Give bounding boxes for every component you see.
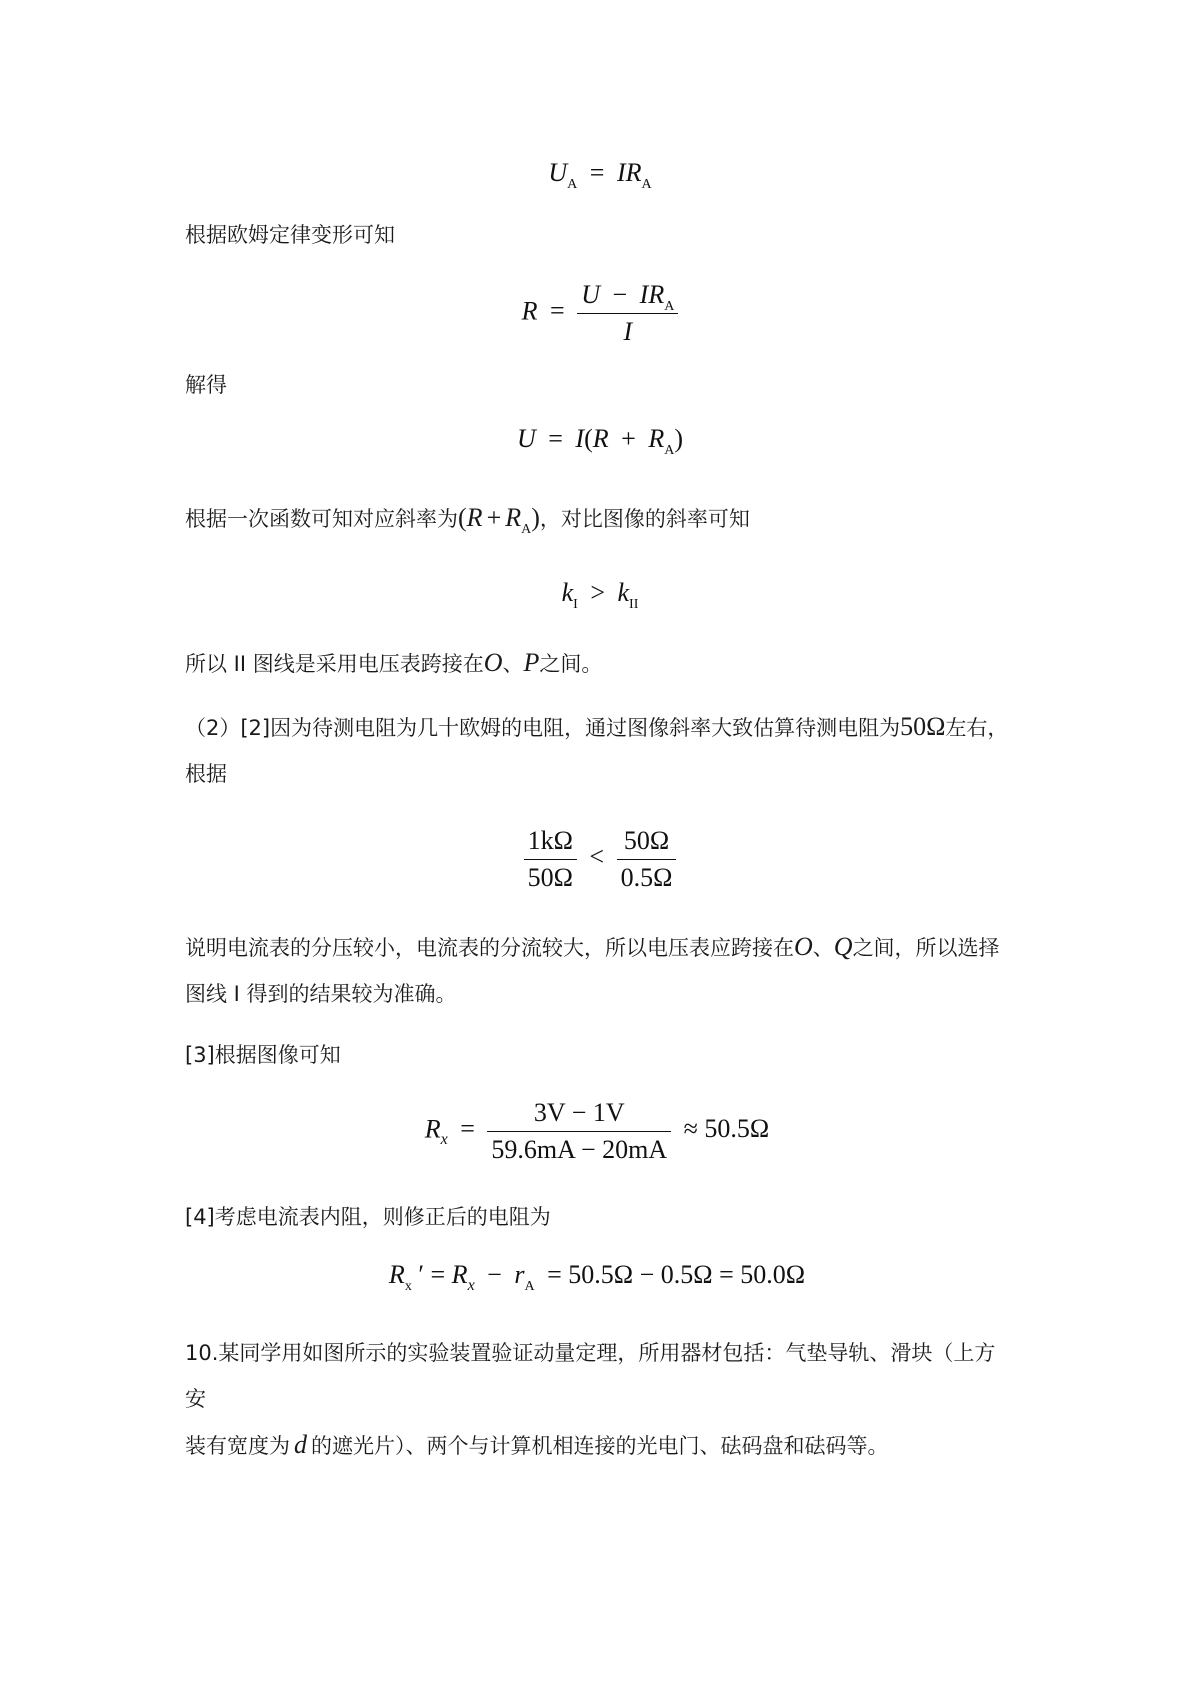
- math-var: k: [561, 578, 574, 607]
- numerator: [577, 280, 678, 314]
- equation-corrected: [0, 1260, 1200, 1294]
- math-var: d: [294, 1430, 307, 1459]
- math-var: U: [581, 280, 600, 309]
- math-operator: =: [589, 158, 605, 187]
- denominator: I: [623, 317, 633, 346]
- math-var: IR: [639, 280, 665, 309]
- math-var: P: [523, 648, 540, 677]
- subscript: I: [573, 597, 578, 612]
- numerator: 50Ω: [617, 826, 677, 860]
- text-run: 之间，所以选择: [852, 936, 1000, 960]
- math-var: r: [514, 1260, 525, 1289]
- math-var: Q: [833, 932, 853, 961]
- subscript: x: [440, 1131, 448, 1149]
- math-operator: =: [548, 424, 563, 453]
- math-operator: +: [621, 424, 636, 453]
- subscript: x: [404, 1279, 412, 1294]
- separator: 、: [812, 936, 834, 960]
- paragraph-question-10: [185, 1330, 1015, 1469]
- equation-slope-compare: [0, 578, 1200, 612]
- text-run: 根据: [185, 762, 227, 786]
- subscript: A: [521, 522, 532, 537]
- math-operator: ′ =: [418, 1260, 446, 1289]
- math-var: R: [466, 503, 483, 532]
- subscript: A: [641, 177, 652, 192]
- math-result: ≈ 50.5Ω: [683, 1114, 770, 1144]
- paragraph-part3: [3]根据图像可知: [185, 1043, 341, 1067]
- paragraph-explanation: [185, 924, 1015, 1017]
- paragraph-ohm-law: 根据欧姆定律变形可知: [185, 223, 395, 247]
- math-var: R: [451, 1260, 468, 1289]
- equation-ua: [0, 158, 1200, 192]
- math-var: R: [388, 1260, 405, 1289]
- paragraph-part4: [4]考虑电流表内阻，则修正后的电阻为: [185, 1205, 551, 1229]
- denominator: 0.5Ω: [620, 863, 673, 892]
- text-run: 根据一次函数可知对应斜率为: [185, 507, 458, 531]
- paragraph-conclusion-op: [185, 640, 1015, 687]
- math-operator: −: [487, 1260, 502, 1289]
- paren: (: [458, 503, 467, 532]
- paren: ): [531, 503, 540, 532]
- text-run: （2）[2]因为待测电阻为几十欧姆的电阻，通过图像斜率大致估算待测电阻为: [185, 716, 901, 740]
- math-var: R: [424, 1114, 441, 1144]
- subscript: A: [664, 443, 675, 458]
- numerator: 3V − 1V: [487, 1098, 671, 1132]
- math-value: 50Ω: [900, 712, 946, 741]
- math-var: IR: [616, 158, 642, 187]
- math-operator: =: [460, 1114, 475, 1144]
- paragraph-part2: [185, 704, 1015, 797]
- equation-rx: [0, 1098, 1200, 1165]
- text-run: ，对比图像的斜率可知: [539, 507, 750, 531]
- math-operator: >: [590, 578, 605, 607]
- subscript: A: [524, 1279, 535, 1294]
- subscript: x: [467, 1277, 475, 1294]
- denominator: 50Ω: [527, 863, 573, 892]
- text-run: 的遮光片）、两个与计算机相连接的光电门、砝码盘和砝码等。: [311, 1434, 889, 1458]
- math-var: R: [592, 424, 609, 453]
- denominator: 59.6mA − 20mA: [491, 1135, 668, 1164]
- subscript: A: [567, 177, 578, 192]
- text-run: 说明电流表的分压较小，电流表的分流较大，所以电压表应跨接在: [185, 936, 794, 960]
- math-operator: +: [486, 503, 502, 532]
- math-var: U: [516, 424, 536, 453]
- paragraph-slope: [185, 495, 1015, 546]
- paren: (: [584, 424, 593, 453]
- fraction: [617, 826, 677, 893]
- equation-u-linear: [0, 424, 1200, 458]
- subscript: II: [629, 597, 639, 612]
- math-operator: <: [589, 842, 605, 872]
- math-var: O: [483, 648, 503, 677]
- math-var: O: [794, 932, 813, 961]
- math-operator: =: [550, 296, 565, 326]
- math-var: R: [505, 503, 522, 532]
- math-var: U: [548, 158, 568, 187]
- equation-ratio-compare: [0, 826, 1200, 893]
- fraction: [524, 826, 577, 893]
- text-run: 10.某同学用如图所示的实验装置验证动量定理，所用器材包括：气垫导轨、滑块（上方安: [185, 1341, 996, 1411]
- subscript: A: [664, 299, 675, 314]
- fraction: [577, 280, 678, 347]
- text-run: 左右，: [945, 716, 1009, 740]
- text-run: 之间。: [539, 652, 603, 676]
- math-var: R: [648, 424, 665, 453]
- math-var: I: [575, 424, 585, 453]
- math-result: = 50.5Ω − 0.5Ω = 50.0Ω: [547, 1260, 806, 1289]
- text-run: 所以 II 图线是采用电压表跨接在: [185, 652, 484, 676]
- paragraph-solve: 解得: [185, 373, 227, 397]
- text-run: 装有宽度为: [185, 1434, 290, 1458]
- paren: ): [674, 424, 684, 453]
- fraction: [487, 1098, 671, 1165]
- text-run: 图线 I 得到的结果较为准确。: [185, 982, 457, 1006]
- separator: 、: [502, 652, 524, 676]
- math-var: R: [521, 296, 538, 326]
- math-operator: −: [612, 280, 628, 309]
- numerator: 1kΩ: [524, 826, 577, 860]
- math-var: k: [617, 578, 630, 607]
- equation-r-fraction: [0, 280, 1200, 347]
